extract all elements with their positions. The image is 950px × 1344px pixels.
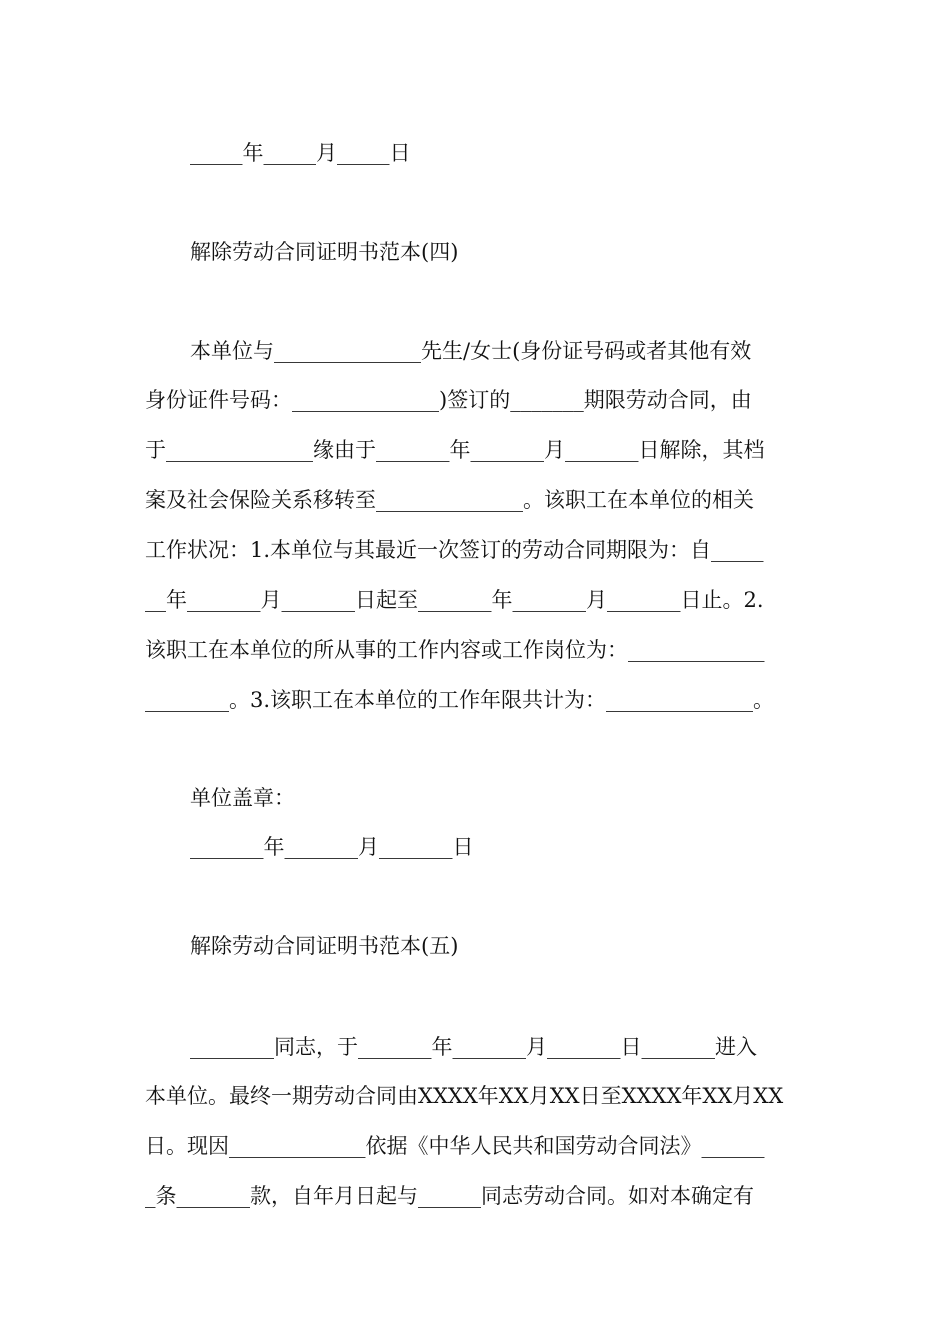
section4-line-2: 身份证件号码：______________)签订的_______期限劳动合同，由 [145,388,752,412]
seal-label: 单位盖章： [190,786,295,810]
section4-line-4: 案及社会保险关系移转至______________。该职工在本单位的相关 [145,488,754,512]
date-line-top: _____年_____月_____日 [190,141,411,165]
section4-heading: 解除劳动合同证明书范本(四) [190,240,459,264]
section5-line-4: _条_______款，自年月日起与______同志劳动合同。如对本确定有 [145,1184,754,1208]
section4-line-5: 工作状况：1.本单位与其最近一次签订的劳动合同期限为：自_____ [145,538,764,562]
section4-line-1: 本单位与______________先生/女士(身份证号码或者其他有效 [190,339,752,363]
section4-line-7: 该职工在本单位的所从事的工作内容或工作岗位为：_____________ [145,638,765,662]
date-line-section4: _______年_______月_______日 [190,835,474,859]
section4-line-8: ________。3.该职工在本单位的工作年限共计为：______________。 [145,688,775,712]
section4-line-3: 于______________缘由于_______年_______月_______日解除，其档 [145,438,765,462]
section4-line-6: __年_______月_______日起至_______年_______月_______日止。2. [145,588,764,612]
section5-line-1: ________同志，于_______年_______月_______日_______进入 [190,1035,757,1059]
section5-line-2: 本单位。最终一期劳动合同由XXXX年XX月XX日至XXXX年XX月XX [145,1084,784,1108]
section5-line-3: 日。现因_____________依据《中华人民共和国劳动合同法》______ [145,1134,765,1158]
section5-heading: 解除劳动合同证明书范本(五) [190,934,459,958]
